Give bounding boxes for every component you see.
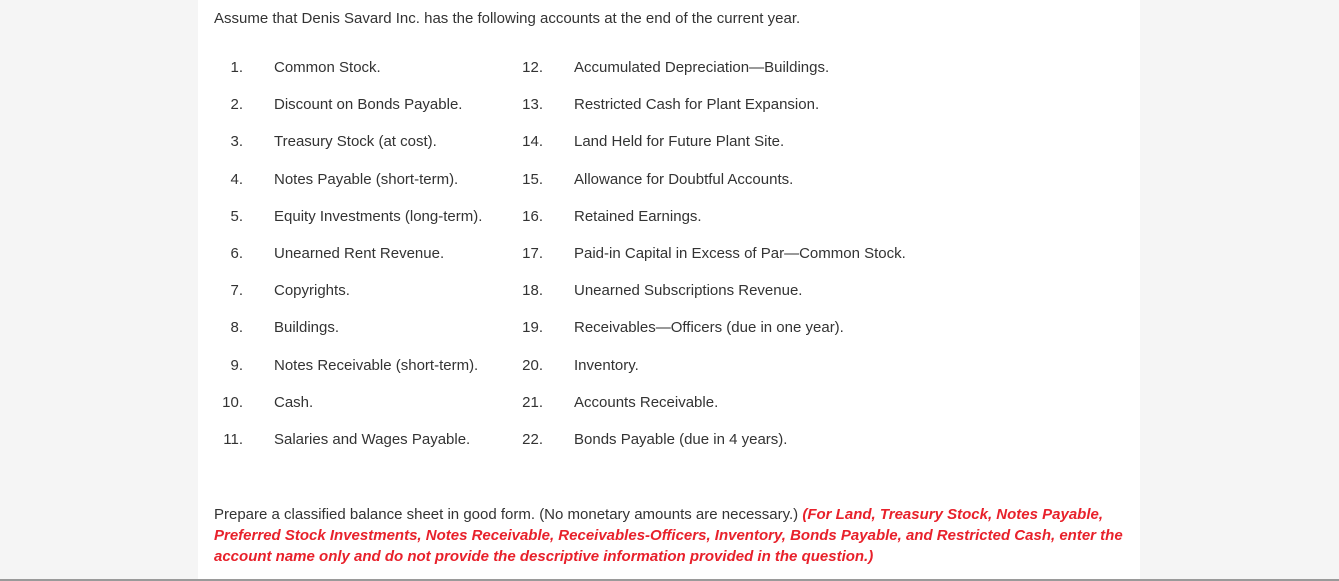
account-number: 18. (522, 282, 543, 300)
account-row (198, 318, 1140, 355)
account-name: Buildings. (274, 319, 340, 337)
account-name: Salaries and Wages Payable. (274, 430, 471, 448)
account-number: 2. (230, 96, 243, 114)
account-row (198, 393, 1140, 430)
account-number: 4. (230, 170, 243, 188)
account-number: 9. (230, 356, 243, 374)
account-name: Restricted Cash for Plant Expansion. (574, 96, 820, 114)
account-name: Retained Earnings. (574, 207, 702, 225)
account-number: 5. (230, 207, 243, 225)
account-name: Inventory. (574, 356, 639, 374)
account-row (198, 356, 1140, 393)
account-name: Equity Investments (long-term). (274, 207, 483, 225)
account-row (198, 132, 1140, 169)
instructions-text: Prepare a classified balance sheet in good form. (No monetary amounts are necessary.) (214, 506, 803, 523)
account-name: Allowance for Doubtful Accounts. (574, 170, 794, 188)
account-number: 12. (522, 59, 543, 76)
account-number: 15. (522, 170, 543, 188)
account-name: Common Stock. (274, 59, 381, 76)
account-row (198, 207, 1140, 244)
account-row (198, 95, 1140, 132)
account-number: 19. (522, 319, 543, 337)
instructions-paragraph (214, 504, 1129, 567)
account-number: 20. (522, 356, 543, 374)
account-name: Copyrights. (274, 282, 350, 300)
account-number: 17. (522, 244, 543, 262)
account-name: Unearned Subscriptions Revenue. (574, 282, 803, 300)
accounts-list (198, 58, 1140, 467)
account-name: Accumulated Depreciation—Buildings. (574, 59, 830, 76)
account-name: Unearned Rent Revenue. (274, 244, 445, 262)
account-number: 13. (522, 96, 543, 114)
account-row (198, 430, 1140, 467)
account-number: 1. (230, 59, 243, 76)
account-number: 10. (222, 393, 243, 411)
account-name: Accounts Receivable. (574, 393, 719, 411)
account-number: 3. (230, 133, 243, 151)
account-name: Paid-in Capital in Excess of Par—Common Stock. (574, 244, 906, 262)
account-number: 7. (230, 282, 243, 300)
account-name: Discount on Bonds Payable. (274, 96, 463, 114)
account-name: Notes Payable (short-term). (274, 170, 459, 188)
account-row (198, 170, 1140, 207)
account-number: 22. (522, 430, 543, 448)
account-row (198, 281, 1140, 318)
account-number: 8. (230, 319, 243, 337)
account-name: Bonds Payable (due in 4 years). (574, 430, 788, 448)
account-number: 11. (223, 430, 243, 448)
account-row (198, 244, 1140, 281)
account-name: Receivables—Officers (due in one year). (574, 319, 844, 337)
instructions-note: (For Land, Treasury Stock, Notes Payable, Preferred Stock Investments, Notes Receivable, Receivables-Officers, Inventory, Bonds Payable, and Restricted Cash, enter the account name only and do not provide the descriptive information provided in the question.) (214, 506, 1123, 565)
account-name: Land Held for Future Plant Site. (574, 133, 785, 151)
account-row (198, 58, 1140, 95)
question-panel (198, 0, 1140, 579)
account-number: 14. (522, 133, 543, 151)
account-number: 21. (522, 393, 543, 411)
account-number: 6. (230, 244, 243, 262)
account-name: Notes Receivable (short-term). (274, 356, 479, 374)
account-number: 16. (522, 207, 543, 225)
account-name: Treasury Stock (at cost). (274, 133, 437, 151)
question-intro: Assume that Denis Savard Inc. has the following accounts at the end of the current year. (214, 10, 801, 27)
account-name: Cash. (274, 393, 314, 411)
